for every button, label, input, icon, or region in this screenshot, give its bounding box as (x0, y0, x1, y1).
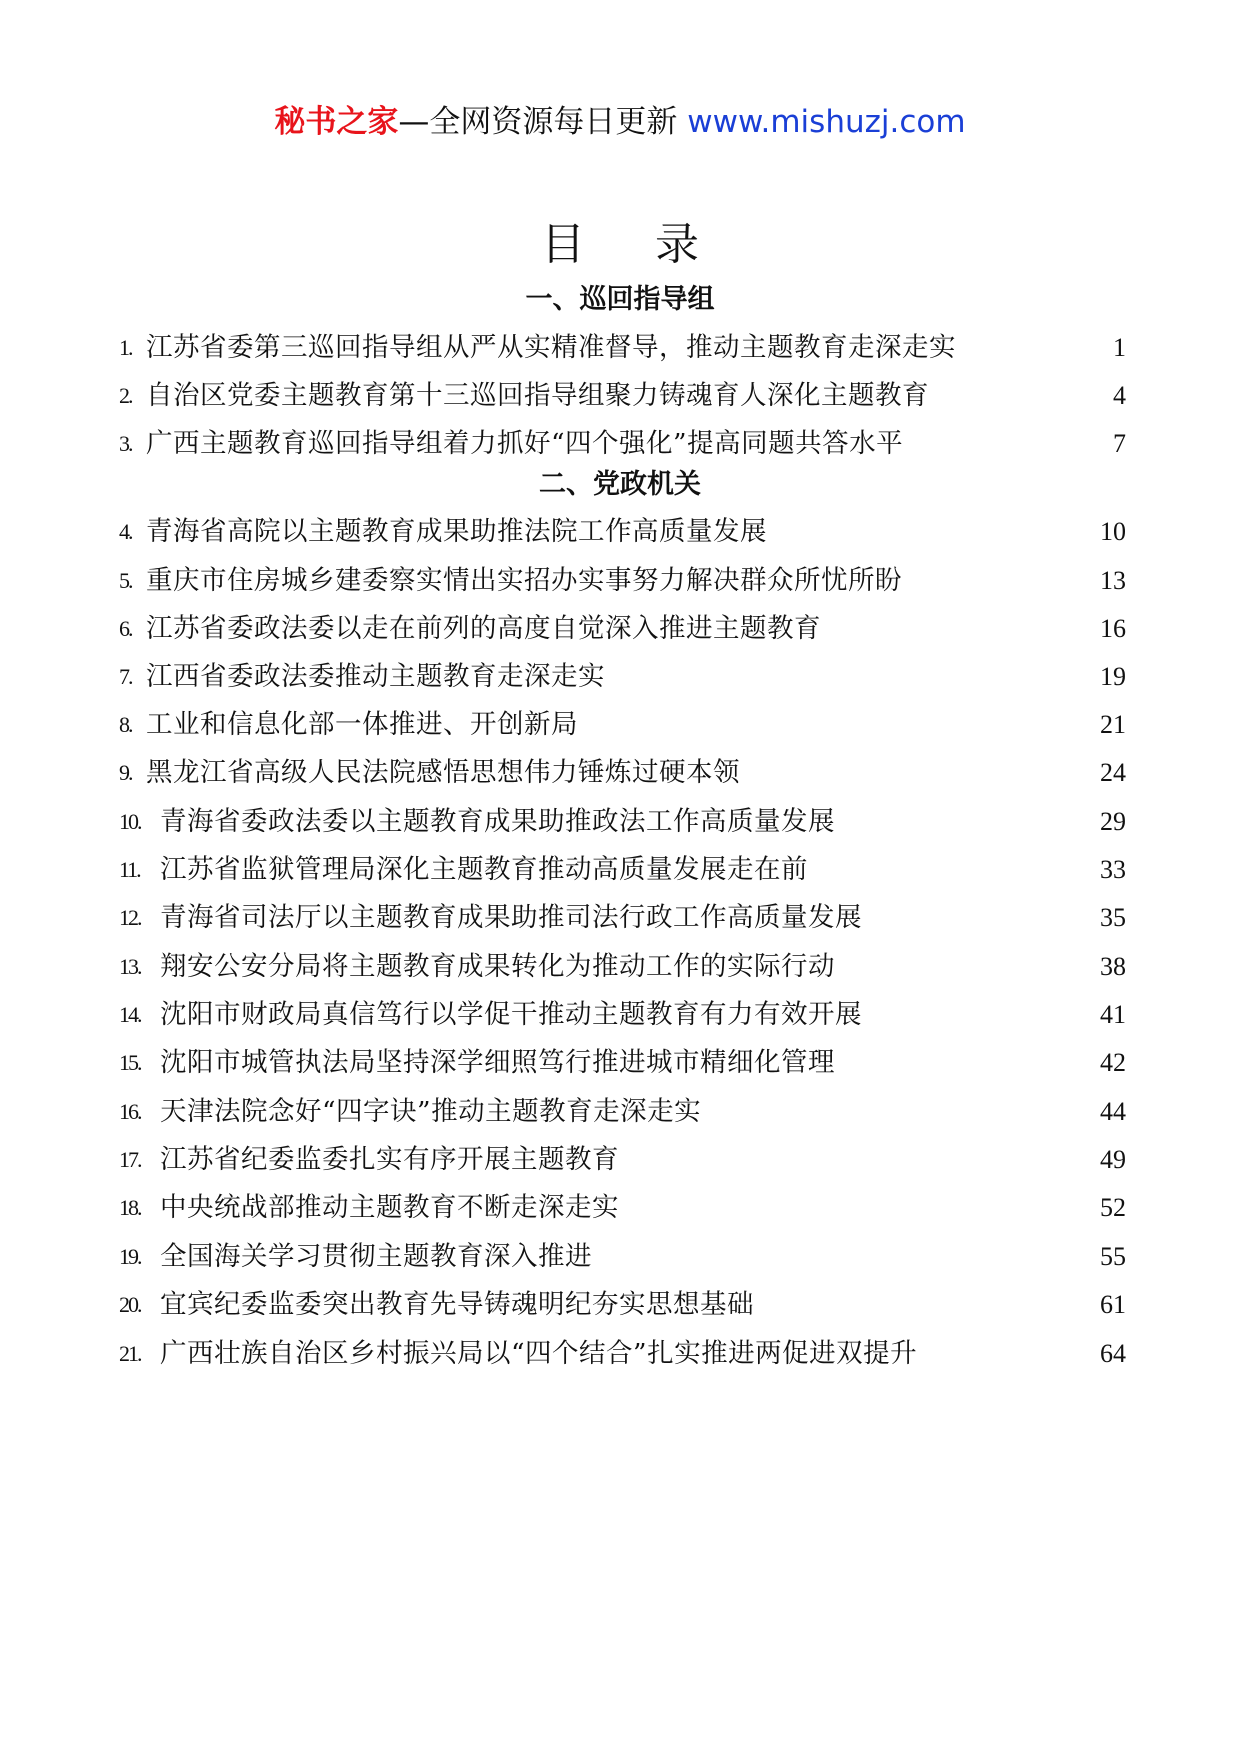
section-heading: 二、党政机关 (539, 469, 701, 500)
toc-entry-number: 10. (119, 809, 141, 834)
toc-entry[interactable] (0, 1092, 1240, 1132)
toc-entry-number: 12. (119, 905, 141, 930)
toc-entry-title: 江苏省监狱管理局深化主题教育推动高质量发展走在前 (160, 854, 808, 885)
toc-entry[interactable] (0, 898, 1240, 938)
toc-entry-page: 44 (1100, 1097, 1126, 1126)
toc-entry-page: 33 (1100, 855, 1126, 884)
toc-entry-title: 江苏省纪委监委扎实有序开展主题教育 (160, 1144, 619, 1175)
toc-entry[interactable] (0, 561, 1240, 601)
toc-entry[interactable] (0, 1140, 1240, 1180)
toc-entry-page: 13 (1100, 566, 1126, 595)
toc-entry-page: 19 (1100, 662, 1126, 691)
toc-entry-page: 41 (1100, 1000, 1126, 1029)
toc-entry-title: 重庆市住房城乡建委察实情出实招办实事努力解决群众所忧所盼 (146, 565, 902, 596)
toc-entry[interactable] (0, 1188, 1240, 1228)
toc-entry-title: 宜宾纪委监委突出教育先导铸魂明纪夯实思想基础 (160, 1289, 754, 1320)
toc-entry-number: 13. (119, 954, 141, 979)
toc-entry-page: 55 (1100, 1242, 1126, 1271)
section-heading: 一、巡回指导组 (525, 284, 715, 315)
toc-entry[interactable] (0, 947, 1240, 987)
toc-entry[interactable] (0, 512, 1240, 552)
toc-entry-number: 6. (119, 616, 132, 641)
toc-entry[interactable] (0, 802, 1240, 842)
toc-entry[interactable] (0, 1043, 1240, 1083)
toc-entry-page: 21 (1100, 710, 1126, 739)
toc-entry-title: 翔安公安分局将主题教育成果转化为推动工作的实际行动 (160, 951, 835, 982)
toc-entry-page: 29 (1100, 807, 1126, 836)
toc-entry-title: 青海省司法厅以主题教育成果助推司法行政工作高质量发展 (160, 902, 862, 933)
toc-entry-title: 广西壮族自治区乡村振兴局以“四个结合”扎实推进两促进双提升 (160, 1338, 918, 1369)
toc-entry-number: 3. (119, 431, 132, 456)
toc-entry-page: 1 (1113, 333, 1126, 362)
toc-entry-title: 自治区党委主题教育第十三巡回指导组聚力铸魂育人深化主题教育 (146, 380, 929, 411)
toc-entry-page: 24 (1100, 758, 1126, 787)
toc-entry-title: 江苏省委政法委以走在前列的高度自觉深入推进主题教育 (146, 613, 821, 644)
toc-entry-number: 9. (119, 760, 132, 785)
toc-entry-page: 35 (1100, 903, 1126, 932)
toc-entry-page: 7 (1113, 429, 1126, 458)
toc-entry-title: 天津法院念好“四字诀”推动主题教育走深走实 (160, 1096, 702, 1127)
toc-entry-title: 广西主题教育巡回指导组着力抓好“四个强化”提高同题共答水平 (146, 428, 904, 459)
toc-entry-page: 61 (1100, 1290, 1126, 1319)
toc-entry[interactable] (0, 995, 1240, 1035)
toc-entry-page: 49 (1100, 1145, 1126, 1174)
toc-entry-title: 青海省高院以主题教育成果助推法院工作高质量发展 (146, 516, 767, 547)
toc-entry[interactable] (0, 424, 1240, 464)
toc-entry-title: 工业和信息化部一体推进、开创新局 (146, 709, 578, 740)
toc-entry-number: 8. (119, 712, 132, 737)
toc-entry-number: 19. (119, 1244, 141, 1269)
toc-entry-number: 15. (119, 1050, 141, 1075)
toc-entry-number: 18. (119, 1195, 141, 1220)
toc-entry-number: 5. (119, 568, 132, 593)
toc-entry-title: 沈阳市城管执法局坚持深学细照笃行推进城市精细化管理 (160, 1047, 835, 1078)
toc-entry-number: 4. (119, 519, 132, 544)
toc-entry[interactable] (0, 609, 1240, 649)
toc-entry-number: 17. (119, 1147, 141, 1172)
toc-entry[interactable] (0, 376, 1240, 416)
toc-entry-number: 16. (119, 1099, 141, 1124)
toc-entry-number: 14. (119, 1002, 141, 1027)
toc-entry[interactable] (0, 1334, 1240, 1374)
toc-entry-number: 21. (119, 1341, 141, 1366)
toc-entry-page: 38 (1100, 952, 1126, 981)
toc-entry-number: 20. (119, 1292, 141, 1317)
toc-title: 目 录 (541, 219, 727, 270)
site-banner (0, 102, 1240, 142)
site-url-link[interactable]: www.mishuzj.com (687, 104, 966, 140)
toc-entry-number: 1. (119, 335, 132, 360)
toc-entry-number: 2. (119, 383, 132, 408)
toc-entry[interactable] (0, 705, 1240, 745)
toc-entry-title: 青海省委政法委以主题教育成果助推政法工作高质量发展 (160, 806, 835, 837)
toc-entry[interactable] (0, 1237, 1240, 1277)
toc-entry[interactable] (0, 328, 1240, 368)
toc-entry-title: 中央统战部推动主题教育不断走深走实 (160, 1192, 619, 1223)
toc-entry-page: 52 (1100, 1193, 1126, 1222)
toc-entry-page: 64 (1100, 1339, 1126, 1368)
toc-entry-title: 黑龙江省高级人民法院感悟思想伟力锤炼过硬本领 (146, 757, 740, 788)
toc-entry[interactable] (0, 850, 1240, 890)
toc-entry-page: 16 (1100, 614, 1126, 643)
toc-entry[interactable] (0, 753, 1240, 793)
toc-entry[interactable] (0, 1285, 1240, 1325)
toc-entry-title: 全国海关学习贯彻主题教育深入推进 (160, 1241, 592, 1272)
site-tagline: —全网资源每日更新 (398, 104, 678, 140)
toc-entry-title: 江西省委政法委推动主题教育走深走实 (146, 661, 605, 692)
toc-entry-page: 4 (1113, 381, 1126, 410)
site-brand: 秘书之家 (274, 104, 399, 140)
toc-entry-title: 沈阳市财政局真信笃行以学促干推动主题教育有力有效开展 (160, 999, 862, 1030)
toc-entry-page: 42 (1100, 1048, 1126, 1077)
toc-entry-number: 11. (119, 857, 140, 882)
toc-entry-title: 江苏省委第三巡回指导组从严从实精准督导，推动主题教育走深走实 (146, 332, 956, 363)
toc-entry-page: 10 (1100, 517, 1126, 546)
toc-entry-number: 7. (119, 664, 132, 689)
toc-entry[interactable] (0, 657, 1240, 697)
